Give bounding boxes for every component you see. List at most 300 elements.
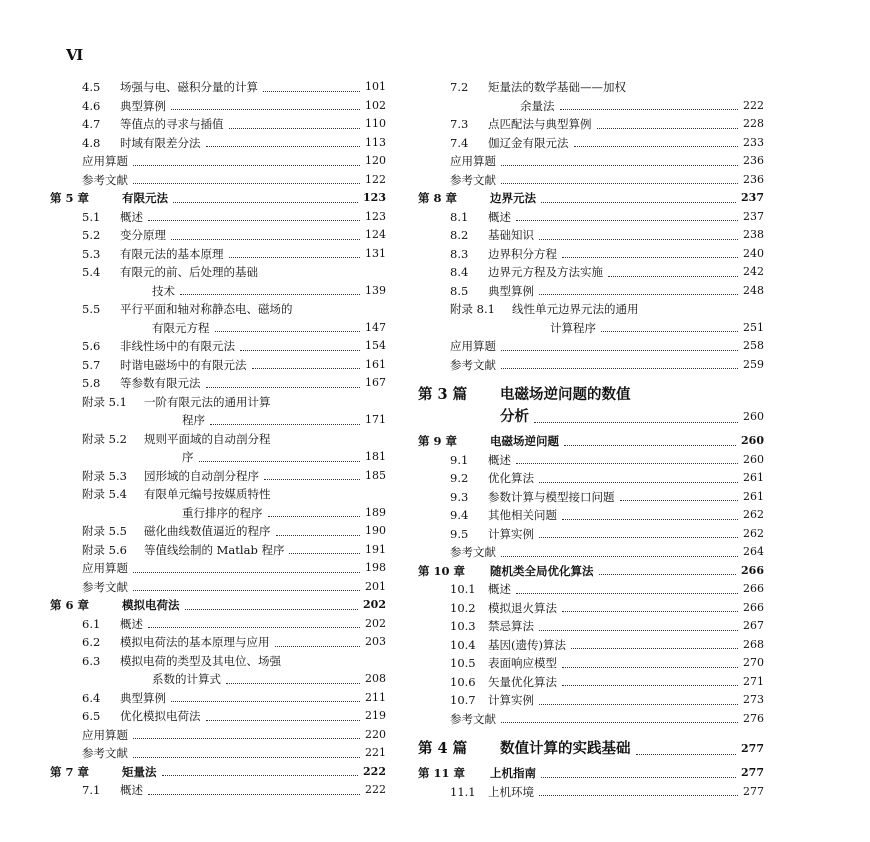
toc-entry (50, 300, 386, 337)
entry-title: 应用算题 (450, 339, 496, 353)
toc-entry (50, 356, 386, 375)
toc-entry (418, 384, 764, 428)
toc-line-continued (50, 448, 386, 467)
entry-page: 189 (365, 505, 386, 519)
entry-title: 典型算例 (488, 283, 534, 298)
toc-line (418, 636, 764, 655)
toc-entry (418, 208, 764, 227)
entry-page: 277 (741, 742, 764, 755)
toc-entry (418, 691, 764, 710)
entry-number: 第 5 章 (50, 191, 90, 205)
dot-leader (562, 685, 738, 686)
toc-entry (418, 189, 764, 208)
toc-line (50, 115, 386, 134)
toc-entry (418, 673, 764, 692)
toc-entry (50, 374, 386, 393)
toc-entry (50, 208, 386, 227)
entry-number: 第 10 章 (418, 563, 466, 578)
entry-title-group (450, 654, 557, 673)
entry-title: 一阶有限元法的通用计算 (144, 394, 271, 409)
toc-entry (50, 78, 386, 97)
dot-leader (171, 701, 360, 702)
toc-line (418, 654, 764, 673)
entry-title: 矩量法 (122, 764, 157, 779)
entry-page: 208 (365, 672, 386, 685)
dot-leader (539, 704, 738, 705)
entry-page: 277 (741, 766, 764, 779)
dot-leader (268, 516, 361, 517)
toc-entry (418, 764, 764, 783)
toc-entry (418, 580, 764, 599)
entry-title-group (82, 337, 235, 356)
toc-entry (50, 152, 386, 171)
dot-leader (608, 276, 738, 277)
entry-page: 277 (743, 784, 764, 798)
toc-entry (418, 506, 764, 525)
entry-title-group (450, 302, 639, 316)
entry-title-continued: 技术 (152, 283, 175, 298)
entry-title-group (50, 763, 157, 782)
dot-leader (162, 775, 359, 776)
toc-entry (418, 469, 764, 488)
toc-line (50, 726, 386, 745)
entry-title-group (82, 265, 258, 279)
toc-line-continued (50, 504, 386, 523)
entry-number: 10.7 (450, 693, 476, 707)
entry-page: 259 (743, 357, 764, 371)
toc-line (418, 738, 764, 760)
entry-title-group (450, 543, 496, 562)
entry-page: 271 (743, 674, 764, 688)
toc-entry (50, 652, 386, 689)
entry-page: 266 (741, 563, 764, 577)
toc-line (418, 171, 764, 190)
toc-entry (418, 245, 764, 264)
dot-leader (226, 683, 360, 684)
toc-line (50, 578, 386, 597)
entry-title: 上机指南 (490, 766, 536, 780)
entry-title: 边界元方程及方法实施 (488, 265, 603, 279)
toc-entry (50, 263, 386, 300)
toc-line (50, 541, 386, 560)
dot-leader (516, 220, 738, 221)
entry-number: 6.5 (82, 709, 101, 723)
entry-title-group (450, 134, 569, 153)
toc-line (418, 599, 764, 618)
entry-number: 10.3 (450, 619, 476, 633)
entry-number: 6.3 (82, 653, 101, 668)
entry-number: 10.5 (450, 656, 476, 670)
entry-title: 矩量法的数学基础——加权 (488, 80, 626, 94)
entry-number: 9.1 (450, 452, 469, 467)
entry-title: 概述 (488, 582, 511, 596)
entry-title: 典型算例 (120, 98, 166, 113)
toc-line (50, 152, 386, 171)
entry-page: 161 (365, 357, 386, 371)
toc-entry (50, 485, 386, 522)
entry-page: 113 (365, 135, 386, 149)
dot-leader (539, 537, 738, 538)
dot-leader (601, 331, 738, 332)
toc-entry (50, 781, 386, 800)
toc-entry (50, 115, 386, 134)
toc-line-continued (418, 406, 764, 428)
entry-title-group (450, 673, 557, 692)
toc-line-continued (50, 282, 386, 301)
toc-line (418, 543, 764, 562)
entry-number: 5.1 (82, 209, 101, 224)
entry-title-group (450, 599, 557, 618)
entry-title-continued: 程序 (182, 413, 205, 427)
entry-title: 园形域的自动剖分程序 (144, 468, 259, 483)
entry-title-group (82, 707, 201, 726)
entry-title: 典型算例 (120, 690, 166, 705)
toc-line (50, 356, 386, 375)
dot-leader (199, 461, 361, 462)
entry-number: 第 7 章 (50, 764, 90, 779)
dot-leader (206, 146, 361, 147)
toc-line (50, 78, 386, 97)
toc-line (50, 337, 386, 356)
entry-title-group (82, 487, 271, 501)
dot-leader (539, 482, 738, 483)
entry-number: 第 11 章 (418, 766, 466, 780)
entry-page: 222 (363, 764, 386, 778)
entry-title: 模拟退火算法 (488, 600, 557, 615)
entry-title: 应用算题 (82, 561, 128, 575)
entry-number: 附录 5.3 (82, 468, 127, 483)
toc-line (50, 596, 386, 615)
toc-entry (418, 337, 764, 356)
toc-line (50, 226, 386, 245)
dot-leader (148, 220, 360, 221)
entry-page: 266 (743, 600, 764, 614)
dot-leader (133, 738, 360, 739)
toc-line (418, 245, 764, 264)
toc-entry (50, 134, 386, 153)
toc-line (418, 764, 764, 783)
entry-page: 262 (743, 508, 764, 521)
dot-leader (501, 183, 738, 184)
dot-leader (562, 611, 738, 612)
dot-leader (210, 424, 360, 425)
entry-page: 222 (743, 98, 764, 112)
dot-leader (539, 795, 738, 796)
entry-title-group (82, 541, 284, 560)
entry-title: 有限元法的基本原理 (120, 246, 224, 261)
entry-page: 191 (365, 542, 386, 556)
dot-leader (516, 593, 738, 594)
dot-leader (501, 722, 738, 723)
entry-title: 边界元法 (490, 191, 536, 205)
entry-title: 上机环境 (488, 784, 534, 799)
entry-number: 第 3 篇 (418, 386, 468, 403)
entry-number: 9.3 (450, 489, 469, 504)
entry-number: 5.6 (82, 339, 101, 353)
entry-page: 102 (365, 98, 386, 112)
entry-title: 基因(遗传)算法 (488, 637, 566, 652)
entry-title: 参数计算与模型接口问题 (488, 489, 615, 504)
entry-title-group (450, 245, 557, 264)
entry-title-group (82, 78, 258, 97)
toc-line-continued (50, 411, 386, 430)
entry-number: 5.2 (82, 228, 101, 242)
entry-number: 5.4 (82, 265, 101, 279)
entry-title-group (450, 208, 511, 227)
entry-page: 110 (365, 117, 386, 130)
entry-title-continued: 重行排序的程序 (182, 505, 263, 520)
toc-entry (50, 541, 386, 560)
entry-page: 167 (365, 376, 386, 389)
entry-number: 7.3 (450, 117, 469, 131)
toc-entry (50, 97, 386, 116)
entry-title-group (82, 302, 293, 316)
entry-title-group (450, 80, 626, 94)
dot-leader (564, 445, 736, 446)
entry-title: 点匹配法与典型算例 (488, 117, 592, 131)
toc-entry (418, 488, 764, 507)
dot-leader (599, 574, 737, 575)
entry-title-group (82, 781, 143, 800)
entry-title-group (82, 726, 128, 745)
entry-title: 计算实例 (488, 526, 534, 541)
entry-title-group (82, 115, 224, 134)
entry-page: 211 (365, 690, 386, 704)
dot-leader (574, 146, 739, 147)
entry-title: 平行平面和轴对称静态电、磁场的 (120, 302, 293, 316)
entry-title-group (418, 562, 594, 581)
entry-page: 202 (363, 598, 386, 611)
entry-title-group (450, 580, 511, 599)
entry-number: 7.2 (450, 80, 469, 94)
entry-number: 9.4 (450, 508, 469, 522)
dot-leader (289, 553, 360, 554)
entry-title: 等参数有限元法 (120, 376, 201, 390)
entry-title-group (450, 337, 496, 356)
entry-title-group (82, 226, 166, 245)
entry-title: 参考文献 (82, 172, 128, 187)
dot-leader (133, 590, 360, 591)
entry-page: 258 (743, 339, 764, 352)
entry-page: 261 (743, 489, 764, 503)
entry-number: 5.5 (82, 302, 101, 316)
entry-title: 优化模拟电荷法 (120, 709, 201, 723)
toc-entry (418, 451, 764, 470)
entry-number: 10.4 (450, 637, 476, 652)
toc-entry (50, 245, 386, 264)
toc-line (50, 245, 386, 264)
entry-page: 203 (365, 635, 386, 648)
entry-title: 概述 (120, 209, 143, 224)
entry-title: 电磁场逆问题的数值 (500, 386, 631, 403)
entry-page: 122 (365, 172, 386, 186)
entry-title-group (450, 691, 534, 710)
entry-title: 磁化曲线数值逼近的程序 (144, 524, 271, 538)
toc-entry (418, 525, 764, 544)
toc-line (50, 689, 386, 708)
dot-leader (148, 627, 360, 628)
dot-leader (501, 556, 738, 557)
dot-leader (636, 754, 737, 755)
dot-leader (501, 368, 738, 369)
toc-entry (50, 430, 386, 467)
toc-entry (418, 432, 764, 451)
dot-leader (229, 128, 361, 129)
entry-title-group (450, 469, 534, 488)
entry-title: 有限元法 (122, 191, 168, 205)
dot-leader (215, 331, 361, 332)
toc-line (50, 374, 386, 393)
entry-title-group (82, 689, 166, 708)
toc-entry (418, 356, 764, 375)
entry-title: 禁忌算法 (488, 619, 534, 633)
toc-entry (418, 115, 764, 134)
entry-title: 表面响应模型 (488, 656, 557, 670)
entry-title: 数值计算的实践基础 (500, 740, 631, 757)
dot-leader (206, 720, 361, 721)
toc-entry (50, 726, 386, 745)
toc-line (50, 97, 386, 116)
entry-title-group (82, 245, 224, 264)
entry-number: 9.2 (450, 471, 469, 485)
toc-line (418, 115, 764, 134)
entry-title-group (82, 633, 270, 652)
toc-entry (50, 393, 386, 430)
dot-leader (206, 387, 361, 388)
toc-line (50, 208, 386, 227)
toc-line (418, 580, 764, 599)
entry-page: 147 (365, 320, 386, 334)
toc-entry (418, 226, 764, 245)
toc-line (50, 300, 386, 319)
dot-leader (240, 350, 360, 351)
toc-line (418, 189, 764, 208)
toc-line (418, 152, 764, 171)
entry-page: 240 (743, 246, 764, 260)
entry-title-group (450, 171, 496, 190)
toc-entry (418, 134, 764, 153)
entry-title-continued: 分析 (500, 408, 529, 425)
entry-title: 变分原理 (120, 228, 166, 242)
dot-leader (133, 572, 360, 573)
toc-entry (418, 599, 764, 618)
entry-title: 有限单元编号按媒质特性 (144, 487, 271, 501)
entry-title: 模拟电荷法 (122, 598, 180, 612)
entry-title-group (82, 374, 201, 393)
entry-title-group (50, 596, 180, 615)
dot-leader (541, 777, 736, 778)
entry-page: 238 (743, 228, 764, 241)
toc-line (418, 384, 764, 406)
toc-line (50, 744, 386, 763)
entry-number: 4.7 (82, 117, 101, 131)
toc-entry (50, 522, 386, 541)
toc-line (418, 208, 764, 227)
entry-number: 8.1 (450, 209, 469, 224)
toc-entry (418, 300, 764, 337)
entry-title: 场强与电、磁积分量的计算 (120, 80, 258, 94)
toc-line (418, 432, 764, 451)
entry-title-group (82, 467, 259, 486)
entry-page: 261 (743, 471, 764, 484)
entry-title-group (82, 432, 271, 446)
dot-leader (180, 294, 360, 295)
entry-title: 概述 (120, 783, 143, 797)
toc-entry (418, 263, 764, 282)
entry-title-group (450, 356, 496, 375)
entry-title-group (450, 152, 496, 171)
toc-line (50, 393, 386, 412)
entry-number: 10.6 (450, 674, 476, 689)
entry-title-group (82, 744, 128, 763)
entry-page: 267 (743, 619, 764, 632)
entry-number: 10.2 (450, 600, 476, 615)
dot-leader (264, 479, 360, 480)
toc-entry (50, 559, 386, 578)
dot-leader (516, 463, 738, 464)
toc-entry (50, 744, 386, 763)
entry-number: 4.6 (82, 98, 101, 113)
entry-number: 第 8 章 (418, 191, 458, 205)
entry-page: 190 (365, 524, 386, 537)
entry-title: 规则平面域的自动剖分程 (144, 431, 271, 446)
toc-line (418, 691, 764, 710)
entry-page: 236 (743, 154, 764, 167)
toc-entry (50, 578, 386, 597)
entry-title: 应用算题 (82, 727, 128, 742)
dot-leader (263, 91, 360, 92)
entry-title: 参考文献 (450, 172, 496, 187)
dot-leader (229, 257, 361, 258)
entry-page: 139 (365, 283, 386, 297)
toc-entry (418, 617, 764, 636)
dot-leader (252, 368, 361, 369)
dot-leader (501, 165, 738, 166)
entry-title-group (50, 189, 168, 208)
dot-leader (133, 165, 360, 166)
entry-title: 线性单元边界元法的通用 (512, 302, 639, 316)
entry-number: 6.1 (82, 616, 101, 631)
toc-line-continued (418, 319, 764, 338)
toc-line (418, 562, 764, 581)
toc-line (418, 488, 764, 507)
entry-title: 计算实例 (488, 693, 534, 707)
entry-title-group (82, 559, 128, 578)
toc-line (50, 652, 386, 671)
toc-line (50, 763, 386, 782)
entry-page: 221 (365, 746, 386, 759)
entry-number: 附录 5.5 (82, 524, 127, 538)
toc-entry (50, 707, 386, 726)
toc-entry (50, 596, 386, 615)
toc-line (418, 337, 764, 356)
toc-entry (418, 654, 764, 673)
entry-number: 第 4 篇 (418, 740, 468, 757)
toc-entry (418, 171, 764, 190)
toc-line (418, 282, 764, 301)
entry-number: 5.8 (82, 376, 101, 390)
entry-title-group (418, 738, 631, 760)
toc-line (50, 615, 386, 634)
dot-leader (597, 128, 739, 129)
entry-number: 附录 5.1 (82, 394, 127, 409)
entry-title: 优化算法 (488, 471, 534, 485)
entry-number: 6.4 (82, 690, 101, 705)
entry-number: 附录 8.1 (450, 302, 495, 316)
entry-page: 266 (743, 582, 764, 595)
toc-line (50, 171, 386, 190)
entry-title-group (418, 386, 631, 403)
